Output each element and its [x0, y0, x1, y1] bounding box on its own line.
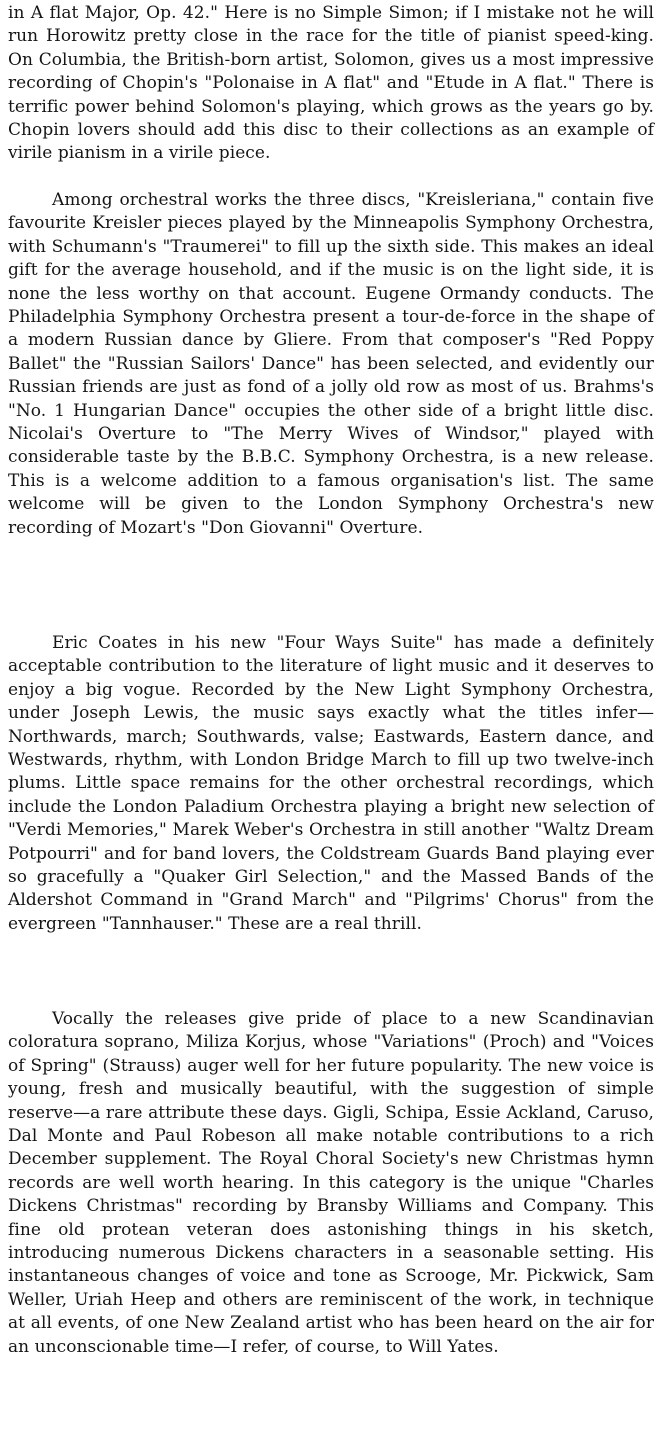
- paragraph-orchestral-works: Among orchestral works the three discs, "Kreisleriana," contain five favourite Kreisler pieces played by the Minneapolis Symphony Orchestra, with Schumann's "Traumerei" to fill up the sixth side. This makes an ideal gift for the average household, and if the music is on the light side, it is none the less worthy on that account. Eugene Ormandy conducts. The Philadelphia Symphony Orchestra present a tour-de-force in the shape of a modern Russian dance by Gliere. From that composer's "Red Poppy Ballet" the "Russian Sailors' Dance" has been selected, and evidently our Russian friends are just as fond of a jolly old row as most of us. Brahms's "No. 1 Hungarian Dance" occupies the other side of a bright little disc. Nicolai's Overture to "The Merry Wives of Windsor," played with considerable taste by the B.B.C. Symphony Orchestra, is a new release. This is a welcome addition to a famous organisation's list. The same welcome will be given to the London Symphony Orchestra's new recording of Mozart's "Don Giovanni" Overture.: [8, 190, 654, 538]
- paragraph-piano-recordings: in A flat Major, Op. 42." Here is no Simple Simon; if I mistake not he will run Horowitz pretty close in the race for the title of pianist speed-king. On Columbia, the British-born artist, Solomon, gives us a most impressive recording of Chopin's "Polonaise in A flat" and "Etude in A flat." There is terrific power behind Solomon's playing, which grows as the years go by. Chopin lovers should add this disc to their collections as an example of virile pianism in a virile piece.: [8, 3, 654, 164]
- paragraph-vocal-releases: Vocally the releases give pride of place to a new Scandinavian coloratura soprano, Miliza Korjus, whose "Variations" (Proch) and "Voices of Spring" (Strauss) auger well for her future popularity. The new voice is young, fresh and musically beautiful, with the suggestion of simple reserve—a rare attribute these days. Gigli, Schipa, Essie Ackland, Caruso, Dal Monte and Paul Robeson all make notable contributions to a rich December supplement. The Royal Choral Society's new Christmas hymn records are well worth hearing. In this category is the unique "Charles Dickens Christmas" recording by Bransby Williams and Company. This fine old protean veteran does astonishing things in his sketch, introducing numerous Dickens characters in a seasonable setting. His instantaneous changes of voice and tone as Scrooge, Mr. Pickwick, Sam Weller, Uriah Heep and others are reminiscent of the work, in technique at all events, of one New Zealand artist who has been heard on the air for an unconscionable time—I refer, of course, to Will Yates.: [8, 1009, 654, 1357]
- article-page: [8, 0, 654, 1439]
- paragraph-light-music: Eric Coates in his new "Four Ways Suite" has made a definitely acceptable contribution to the literature of light music and it deserves to enjoy a big vogue. Recorded by the New Light Symphony Orchestra, under Joseph Lewis, the music says exactly what the titles infer—Northwards, march; Southwards, valse; Eastwards, Eastern dance, and Westwards, rhythm, with London Bridge March to fill up two twelve-inch plums. Little space remains for the other orchestral recordings, which include the London Paladium Orchestra playing a bright new selection of "Verdi Memories," Marek Weber's Orchestra in still another "Waltz Dream Potpourri" and for band lovers, the Coldstream Guards Band playing ever so gracefully a "Quaker Girl Selection," and the Massed Bands of the Aldershot Command in "Grand March" and "Pilgrims' Chorus" from the evergreen "Tannhauser." These are a real thrill.: [8, 633, 654, 934]
